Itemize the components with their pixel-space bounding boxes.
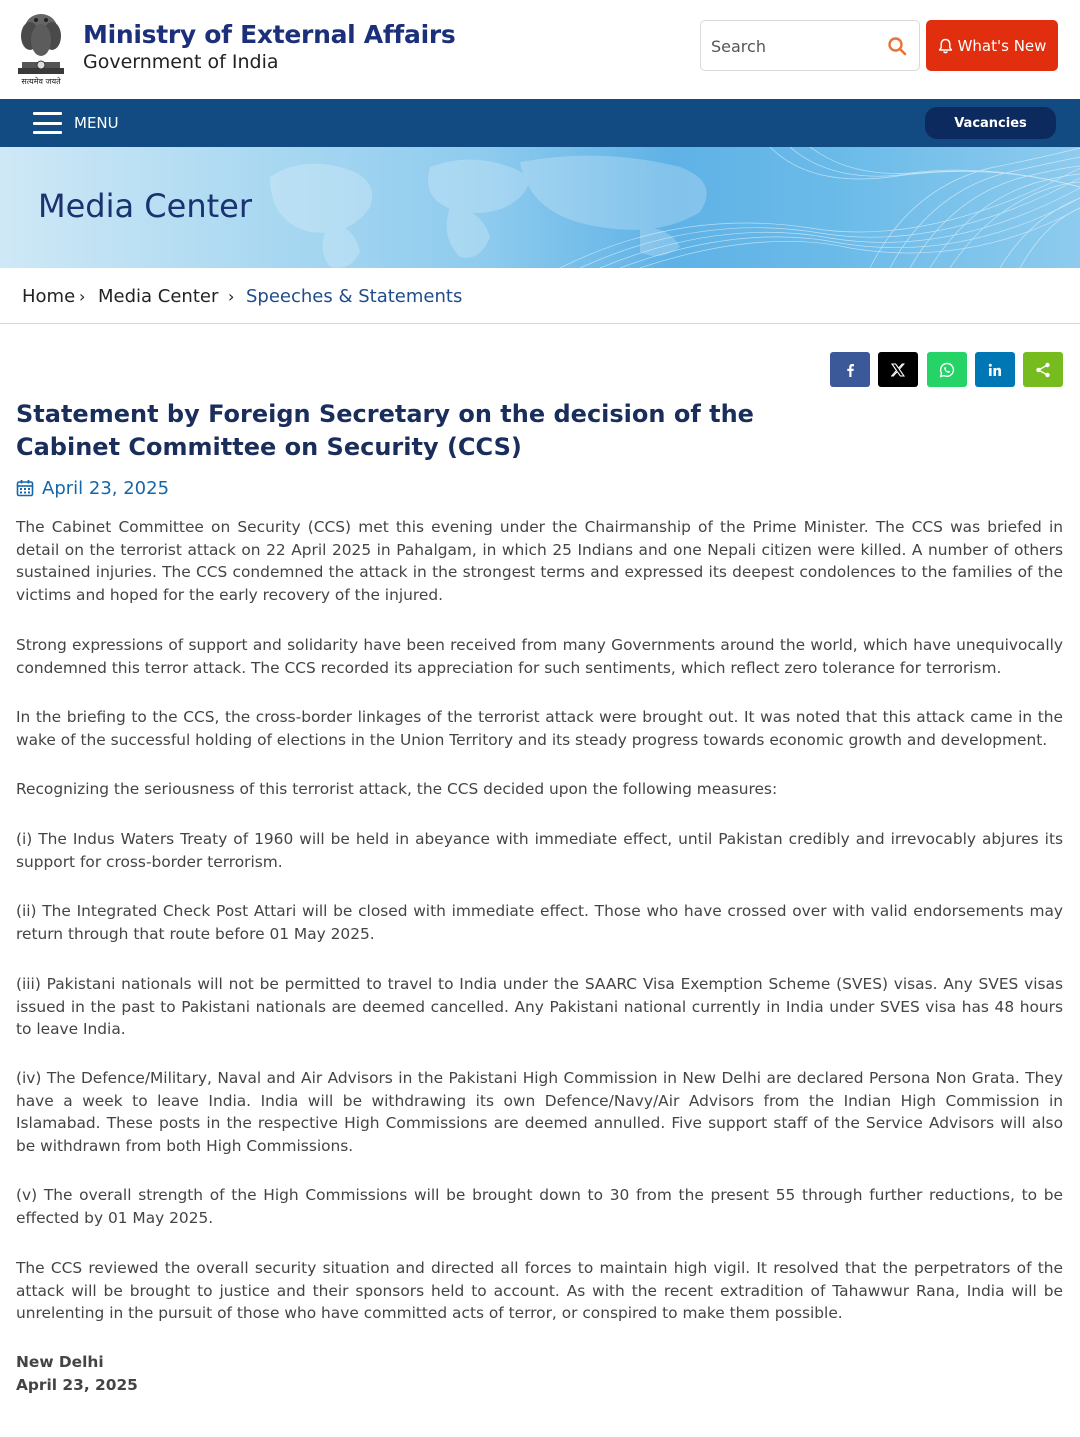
share-x-button[interactable] — [878, 352, 918, 387]
whats-new-button[interactable] — [926, 20, 1058, 71]
share-facebook-button[interactable] — [830, 352, 870, 387]
x-icon — [891, 363, 905, 377]
menu-label: MENU — [74, 114, 119, 132]
breadcrumb-home[interactable]: Home — [22, 286, 76, 307]
article-date: April 23, 2025 — [42, 477, 170, 499]
article-paragraph: In the briefing to the CCS, the cross-border linkages of the terrorist attack were brought out. It was noted that this attack came in the wake of the successful holding of elections in the Union Territory and its steady progress towards economic growth and development. — [16, 708, 1063, 749]
share-whatsapp-button[interactable] — [927, 352, 967, 387]
signoff-date: April 23, 2025 — [16, 1376, 138, 1394]
emblem-motto: सत्यमेव जयते — [21, 77, 61, 86]
article-paragraph: (v) The overall strength of the High Commissions will be brought down to 30 from the present 55 through further reductions, to be effected by 01 May 2025. — [16, 1186, 1063, 1227]
breadcrumb-separator: › — [228, 287, 235, 306]
search-box — [700, 20, 920, 71]
breadcrumb-separator: › — [79, 287, 86, 306]
site-header — [0, 0, 1080, 99]
share-more-button[interactable] — [1023, 352, 1063, 387]
menu-button[interactable] — [33, 111, 119, 135]
whats-new-label: What's New — [957, 36, 1047, 55]
search-icon[interactable] — [887, 36, 907, 56]
facebook-icon — [845, 363, 855, 377]
bell-icon — [938, 38, 953, 54]
banner-title: Media Center — [38, 187, 252, 225]
share-linkedin-button[interactable] — [975, 352, 1015, 387]
site-title[interactable]: Ministry of External Affairs — [83, 20, 456, 49]
article-paragraph: (i) The Indus Waters Treaty of 1960 will be held in abeyance with immediate effect, until Pakistan credibly and irrevocably abjures its support for cross-border terrorism. — [16, 830, 1063, 871]
share-icon — [1035, 362, 1051, 378]
article-title: Statement by Foreign Secretary on the decision of the Cabinet Committee on Security (CCS) — [16, 400, 754, 461]
article-paragraph: (ii) The Integrated Check Post Attari will be closed with immediate effect. Those who have crossed over with valid endorsements may return through that route before 01 May 2025. — [16, 902, 1063, 943]
article-paragraph: Recognizing the seriousness of this terrorist attack, the CCS decided upon the following measures: — [16, 780, 778, 798]
hamburger-icon — [33, 112, 62, 134]
whatsapp-icon — [939, 362, 955, 378]
linkedin-icon — [988, 363, 1002, 377]
article-paragraph: (iii) Pakistani nationals will not be permitted to travel to India under the SAARC Visa Exemption Scheme (SVES) visas. Any SVES visas issued in the past to Pakistani nationals are deemed cancelled. Any Pakistani national currently in India under SVES visa has 48 hours to leave India. — [16, 975, 1063, 1038]
search-input[interactable] — [711, 33, 876, 59]
article-paragraph: (iv) The Defence/Military, Naval and Air Advisors in the Pakistani High Commission in New Delhi are declared Persona Non Grata. They have a week to leave India. India will be withdrawing its own Defence/Navy/Air Advisors from the Indian High Commission in Islamabad. These posts in the respective High Commissions are deemed annulled. Five support staff of the Service Advisors will also be withdrawn from both High Commissions. — [16, 1069, 1063, 1155]
article-paragraph: The Cabinet Committee on Security (CCS) met this evening under the Chairmanship of the Prime Minister. The CCS was briefed in detail on the terrorist attack on 22 April 2025 in Pahalgam, in which 25 Indians and one Nepali citizen were killed. A number of others sustained injuries. The CCS condemned the attack in the strongest terms and expressed its deepest condolences to the families of the victims and hoped for the early recovery of the injured. — [16, 518, 1063, 604]
calendar-icon — [16, 479, 34, 497]
site-subtitle: Government of India — [83, 51, 279, 73]
article-paragraph: The CCS reviewed the overall security situation and directed all forces to maintain high vigil. It resolved that the perpetrators of the attack will be brought to justice and their sponsors held to account. As with the recent extradition of Tahawwur Rana, India will be unrelenting in the pursuit of those who have committed acts of terror, or conspired to make them possible. — [16, 1259, 1063, 1322]
main-navbar — [0, 99, 1080, 147]
page-banner — [0, 147, 1080, 268]
article-date-row — [16, 476, 169, 500]
breadcrumb — [0, 268, 1080, 324]
national-emblem-logo[interactable] — [14, 6, 68, 90]
breadcrumb-media-center[interactable]: Media Center — [98, 286, 219, 307]
vacancies-button[interactable]: Vacancies — [925, 107, 1056, 139]
signoff-place: New Delhi — [16, 1353, 104, 1371]
breadcrumb-current: Speeches & Statements — [246, 286, 463, 307]
article-paragraph: Strong expressions of support and solidarity have been received from many Governments around the world, which have unequivocally condemned this terror attack. The CCS recorded its appreciation for such sentiments, which reflect zero tolerance for terrorism. — [16, 636, 1063, 677]
